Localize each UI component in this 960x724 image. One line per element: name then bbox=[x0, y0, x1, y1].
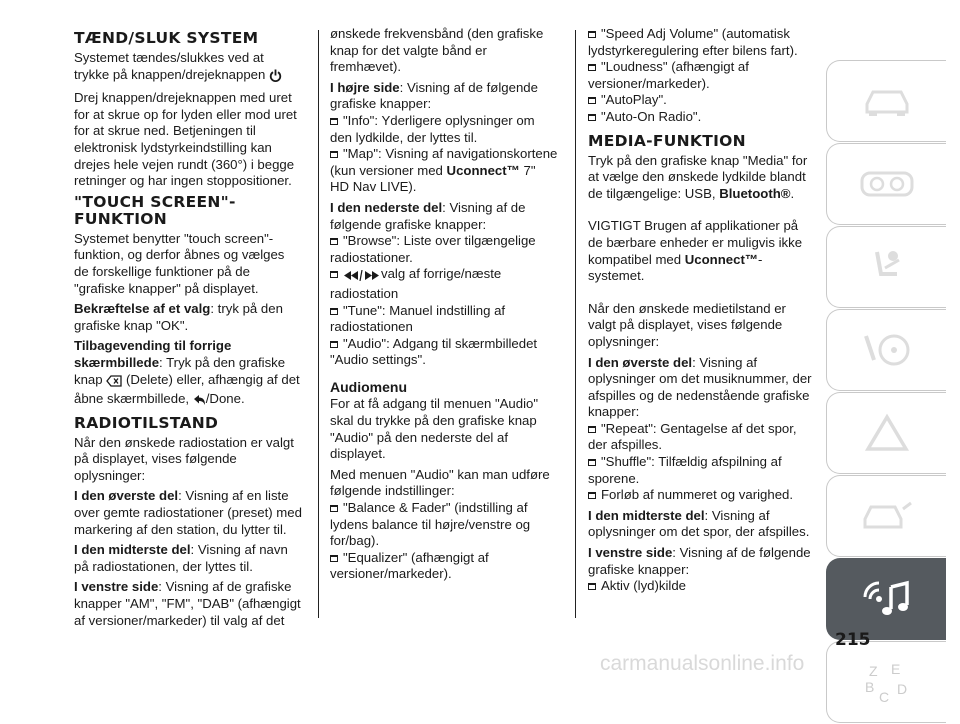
text: "Audio": Adgang til skærmbilledet "Audio settings". bbox=[330, 335, 538, 368]
bullet-item bbox=[330, 233, 558, 266]
text: Forløb af nummeret og varighed. bbox=[601, 487, 794, 503]
paragraph bbox=[588, 545, 816, 578]
bullet-icon bbox=[330, 271, 338, 278]
bold-term: Bluetooth® bbox=[719, 185, 791, 201]
bullet-icon bbox=[330, 555, 338, 562]
text: "Auto-On Radio". bbox=[601, 108, 702, 124]
text: : tryk på den grafiske knap "OK". bbox=[74, 301, 283, 333]
column-right bbox=[588, 26, 816, 595]
back-arrow-icon bbox=[193, 394, 206, 411]
power-icon bbox=[269, 69, 282, 87]
column-middle bbox=[330, 26, 558, 583]
bold-term: I den øverste del bbox=[74, 488, 179, 504]
bullet-item bbox=[330, 550, 558, 583]
paragraph bbox=[330, 80, 558, 113]
text: "Info": Yderligere oplysninger om den lydkilde, der lyttes til. bbox=[330, 112, 535, 145]
text: : Visning af oplysninger om det musiknummer, der afspilles og de nedenstående grafiske knapper: bbox=[588, 354, 812, 420]
paragraph bbox=[74, 579, 302, 629]
paragraph bbox=[588, 153, 816, 203]
bullet-item bbox=[330, 146, 558, 196]
bullet-icon bbox=[588, 31, 596, 38]
paragraph: Når den ønskede radiostation er valgt på displayet, vises følgende oplysninger: bbox=[74, 434, 294, 483]
bullet-item bbox=[588, 421, 816, 454]
bullet-icon bbox=[588, 64, 596, 71]
paragraph bbox=[588, 508, 816, 541]
heading-radiotilstand: RADIOTILSTAND bbox=[74, 413, 219, 432]
paragraph bbox=[74, 301, 302, 334]
bullet-item bbox=[588, 26, 816, 59]
column-left bbox=[74, 26, 302, 633]
text: : Visning af de følgende grafiske knapper: bbox=[588, 545, 811, 577]
text: : Visning af navn på radiostationen, der lyttes til. bbox=[74, 542, 288, 574]
bold-term: I den nederste del bbox=[330, 199, 443, 215]
bold-term: Uconnect™ bbox=[684, 251, 759, 267]
text: "Shuffle": Tilfældig afspilning af sporene. bbox=[588, 454, 782, 486]
bullet-item bbox=[588, 487, 816, 504]
bold-term: Uconnect™ bbox=[446, 162, 520, 178]
seek-icons bbox=[343, 269, 381, 286]
text: : Tryk på den grafiske knap bbox=[74, 354, 286, 387]
bullet-item bbox=[330, 500, 558, 550]
bullet-item bbox=[330, 336, 558, 369]
heading-media-funktion: MEDIA-FUNKTION bbox=[588, 131, 746, 150]
paragraph bbox=[74, 338, 302, 410]
warning-triangle-icon bbox=[865, 413, 909, 453]
text: "Browse": Liste over tilgængelige radiostationer. bbox=[330, 233, 536, 265]
text: /Done. bbox=[205, 391, 245, 407]
bold-term: I den midterste del bbox=[588, 507, 705, 523]
paragraph bbox=[588, 218, 816, 284]
paragraph: ønskede frekvensbånd (den grafiske knap for det valgte bånd er fremhævet). bbox=[330, 26, 544, 75]
column-separator bbox=[575, 30, 576, 618]
bold-term: I venstre side bbox=[588, 545, 673, 561]
text: "Loudness" (afhængigt af versioner/markeder). bbox=[588, 59, 749, 91]
bullet-icon bbox=[588, 492, 596, 499]
text: . bbox=[790, 185, 795, 201]
bold-term: Tilbagevending til forrige skærmbillede bbox=[74, 338, 232, 370]
text: "Equalizer" (afhængigt af versioner/markeder). bbox=[330, 549, 489, 582]
text: : Visning af en liste over gemte radiostationer (preset) med markering af den station, du lytter til. bbox=[74, 488, 302, 537]
paragraph bbox=[74, 488, 302, 538]
column-separator bbox=[318, 30, 319, 618]
paragraph bbox=[330, 200, 558, 233]
heading-audiomenu: Audiomenu bbox=[330, 378, 407, 395]
paragraph: Drej knappen/drejeknappen med uret for at skrue op for lyden eller mod uret for at skrue ned. Betjeningen til elektronisk lydstyrkeindstilling kan drejes hele vejen rundt (360°) i begge retninger og har ingen stoppositioner. bbox=[74, 90, 297, 189]
car-service-icon bbox=[859, 499, 915, 533]
bullet-item bbox=[588, 578, 816, 595]
bullet-icon bbox=[330, 118, 338, 125]
text: Aktiv (lyd)kilde bbox=[601, 578, 687, 594]
dashboard-icon bbox=[859, 169, 915, 199]
bullet-item bbox=[588, 454, 816, 487]
bullet-item bbox=[330, 113, 558, 146]
tab-service[interactable] bbox=[826, 475, 946, 557]
seat-airbag-icon bbox=[865, 246, 909, 288]
bullet-icon bbox=[588, 426, 596, 433]
heading-touch-screen: "TOUCH SCREEN"-FUNKTION bbox=[74, 192, 236, 228]
text: Systemet tændes/slukkes ved at trykke på knappen/drejeknappen bbox=[74, 50, 266, 82]
alphabet-index-icon bbox=[861, 660, 913, 704]
text: (Delete) eller, afhængig af det åbne skærmbillede, bbox=[74, 371, 300, 407]
tab-safety[interactable] bbox=[826, 226, 946, 308]
bold-term: I den øverste del bbox=[588, 354, 693, 370]
bold-term: I den midterste del bbox=[74, 542, 191, 558]
delete-icon bbox=[106, 375, 122, 392]
car-icon bbox=[861, 84, 913, 118]
svg-text:Z: Z bbox=[868, 663, 878, 679]
bullet-icon bbox=[330, 308, 338, 315]
wrench-wheel-icon bbox=[860, 330, 914, 370]
tab-dashboard[interactable] bbox=[826, 143, 946, 225]
text: -systemet. bbox=[588, 251, 763, 284]
tab-index[interactable] bbox=[826, 641, 946, 723]
bullet-item bbox=[330, 303, 558, 336]
svg-text:C: C bbox=[878, 689, 889, 704]
paragraph bbox=[74, 542, 302, 575]
paragraph: Systemet benytter "touch screen"-funktion, og derfor åbnes og vælges de forskellige funktioner på de "grafiske knapper" på displayet. bbox=[74, 230, 285, 296]
bullet-icon bbox=[330, 238, 338, 245]
bullet-item bbox=[588, 92, 816, 109]
svg-text:D: D bbox=[896, 681, 907, 697]
paragraph: Når den ønskede medietilstand er valgt på displayet, vises følgende oplysninger: bbox=[588, 300, 786, 349]
bullet-item bbox=[588, 59, 816, 92]
bullet-item bbox=[330, 266, 558, 302]
tab-car[interactable] bbox=[826, 60, 946, 142]
bullet-icon bbox=[588, 114, 596, 121]
text: "Speed Adj Volume" (automatisk lydstyrkeregulering efter bilens fart). bbox=[588, 26, 798, 58]
text: : Visning af de følgende grafiske knapper: bbox=[330, 79, 538, 112]
text: 7" HD Nav LIVE). bbox=[330, 162, 536, 195]
text: "AutoPlay". bbox=[601, 92, 667, 108]
text: : Visning af de grafiske knapper "AM", "FM", "DAB" (afhængigt af versioner/markeder) til valg af det bbox=[74, 579, 301, 628]
text: "Repeat": Gentagelse af det spor, der afspilles. bbox=[588, 420, 797, 453]
svg-text:E: E bbox=[890, 661, 900, 677]
bullet-icon bbox=[330, 505, 338, 512]
bullet-icon bbox=[588, 583, 596, 590]
text: "Tune": Manuel indstilling af radiostationen bbox=[330, 302, 506, 335]
heading-tand-sluk: TÆND/SLUK SYSTEM bbox=[74, 29, 259, 47]
tab-driving[interactable] bbox=[826, 309, 946, 391]
text: : Visning af oplysninger om det spor, der afspilles. bbox=[588, 507, 810, 540]
bullet-icon bbox=[588, 97, 596, 104]
tab-warnings[interactable] bbox=[826, 392, 946, 474]
text: "Map": Visning af navigationskortene (kun versioner med bbox=[330, 146, 558, 178]
text: VIGTIGT Brugen af applikationer på de bærbare enheder er muligvis ikke kompatibel med bbox=[588, 218, 803, 267]
bold-term: Bekræftelse af et valg bbox=[74, 301, 211, 317]
tab-multimedia[interactable] bbox=[826, 558, 946, 640]
paragraph bbox=[588, 355, 816, 421]
paragraph: For at få adgang til menuen "Audio" skal du trykke på den grafiske knap "Audio" på den nederste del af displayet. bbox=[330, 396, 539, 462]
text: : Visning af de følgende grafiske knapper: bbox=[330, 199, 526, 232]
watermark: carmanualsonline.info bbox=[600, 652, 805, 675]
bold-term: I venstre side bbox=[74, 579, 159, 595]
bold-term: I højre side bbox=[330, 79, 400, 95]
text: "Balance & Fader" (indstilling af lydens balance til højre/venstre og for/bag). bbox=[330, 500, 531, 549]
paragraph bbox=[74, 50, 302, 86]
media-note-icon bbox=[859, 575, 915, 623]
text: Tryk på den grafiske knap "Media" for at vælge den ønskede lydkilde blandt de tilgængelige: USB, bbox=[588, 152, 808, 201]
svg-text:B: B bbox=[864, 679, 874, 695]
page-number: 215 bbox=[835, 630, 871, 650]
paragraph: Med menuen "Audio" kan man udføre følgende indstillinger: bbox=[330, 466, 550, 499]
chapter-tabs bbox=[826, 60, 946, 724]
bullet-icon bbox=[330, 341, 338, 348]
bullet-icon bbox=[588, 459, 596, 466]
bullet-item bbox=[588, 109, 816, 126]
bullet-icon bbox=[330, 151, 338, 158]
text: valg af forrige/næste radiostation bbox=[330, 266, 502, 301]
